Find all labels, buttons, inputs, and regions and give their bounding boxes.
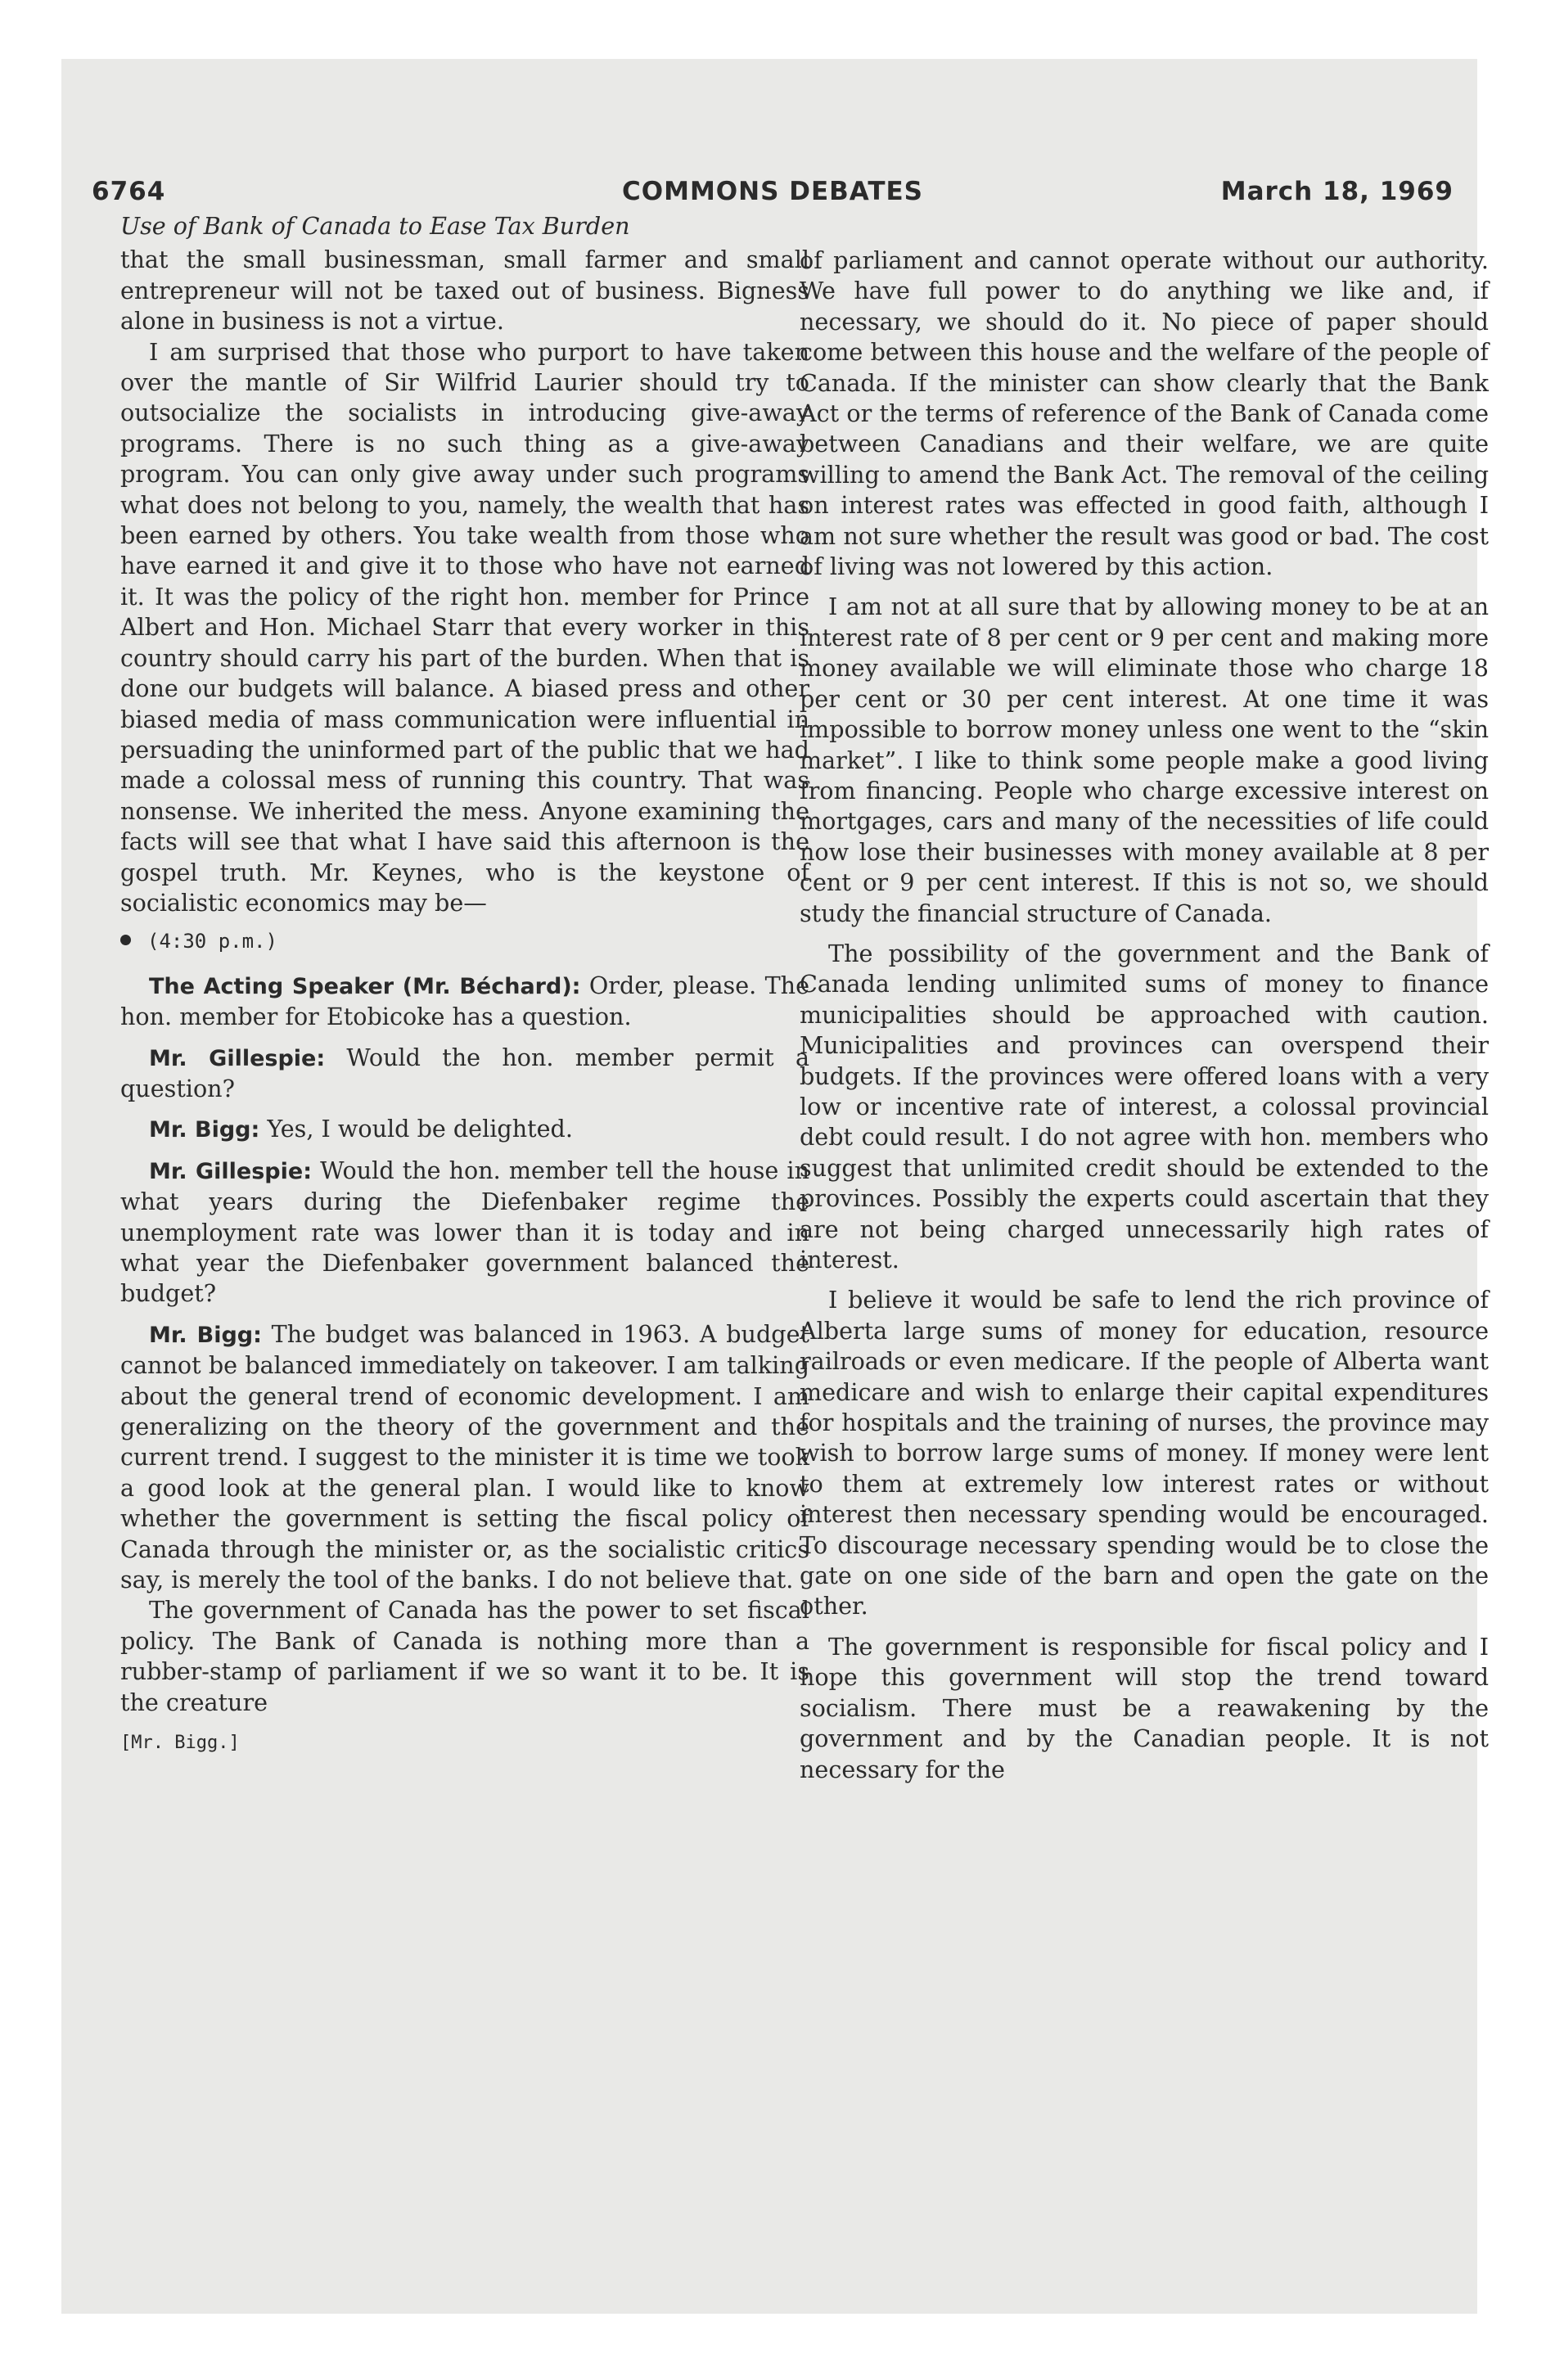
paragraph: The government is responsible for fiscal policy and I hope this government will stop the trend toward socialism. There must be a reawakening by the government and by the Canadian people. It is not necessary for the: [800, 1632, 1489, 1783]
speech-text: Order, please. The hon. member for Etobicoke has a question.: [120, 971, 810, 1031]
paragraph: The possibility of the government and the Bank of Canada lending unlimited sums of money to finance municipalities should be approached with caution. Municipalities and provinces can overspend their budgets. If the provinces were offered loans with a very low or incentive rate of interest, a colossal provincial debt could result. I do not agree with hon. members who suggest that unlimited credit should be extended to the provinces. Possibly the experts could ascertain that they are not being charged unnecessarily high rates of interest.: [800, 939, 1489, 1273]
right-column: [800, 246, 1489, 1785]
page-header: [92, 177, 1454, 213]
paragraph: I am surprised that those who purport to have taken over the mantle of Sir Wilfrid Laurier should try to outsocialize the socialists in introducing give-away programs. There is no such thing as a give-away program. You can only give away under such programs what does not belong to you, namely, the wealth that has been earned by others. You take wealth from those who have earned it and give it to those who have not earned it. It was the policy of the right hon. member for Prince Albert and Hon. Michael Starr that every worker in this country should carry his part of the burden. When that is done our budgets will balance. A biased press and other biased media of mass communication were influential in persuading the uninformed part of the public that we had made a colossal mess of running this country. That was nonsense. We inherited the mess. Anyone examining the facts will see that what I have said this afternoon is the gospel truth. Mr. Keynes, who is the keystone of socialistic economics may be—: [120, 337, 809, 917]
left-column: [120, 211, 809, 1759]
time-text: (4:30 p.m.): [147, 930, 277, 953]
page-number: 6764: [92, 177, 166, 206]
speaker-footer: [Mr. Bigg.]: [120, 1733, 240, 1754]
speaker-name: Mr. Bigg:: [149, 1322, 262, 1348]
speech-entry: [120, 1156, 809, 1309]
paragraph: I believe it would be safe to lend the rich province of Alberta large sums of money for education, resource railroads or even medicare. If the people of Alberta want medicare and wish to enlarge their capital expenditures for hospitals and the training of nurses, the province may wish to borrow large sums of money. If money were lent to them at extremely low interest rates or without interest then necessary spending would be encouraged. To discourage necessary spending would be to close the gate on one side of the barn and open the gate on the other.: [800, 1286, 1489, 1620]
speaker-name: Mr. Gillespie:: [149, 1045, 326, 1071]
paragraph: I am not at all sure that by allowing money to be at an interest rate of 8 per cent or 9 per cent and making more money available we will eliminate those who charge 18 per cent or 30 per cent interest. At one time it was impossible to borrow money unless one went to the “skin market”. I like to think some people make a good living from financing. People who charge excessive interest on mortgages, cars and many of the necessities of life could now lose their businesses with money available at 8 per cent or 9 per cent interest. If this is not so, we should study the financial structure of Canada.: [800, 593, 1489, 927]
paragraph: The government of Canada has the power to set fiscal policy. The Bank of Canada is nothing more than a rubber-stamp of parliament if we so want it to be. It is the creature: [120, 1596, 809, 1716]
speech-entry: [120, 1114, 809, 1145]
speech-entry: [120, 971, 809, 1033]
speech-entry: [120, 1043, 809, 1105]
paragraph: of parliament and cannot operate without our authority. We have full power to do anything we like and, if necessary, we should do it. No piece of paper should come between this house and the welfare of the people of Canada. If the minister can show clearly that the Bank Act or the terms of reference of the Bank of Canada come between Canadians and their welfare, we are quite willing to amend the Bank Act. The removal of the ceiling on interest rates was effected in good faith, although I am not sure whether the result was good or bad. The cost of living was not lowered by this action.: [800, 246, 1489, 581]
speaker-name: Mr. Gillespie:: [149, 1158, 312, 1184]
speaker-name: The Acting Speaker (Mr. Béchard):: [149, 973, 581, 999]
publication-title: COMMONS DEBATES: [622, 177, 923, 206]
speech-text: Would the hon. member permit a question?: [120, 1043, 809, 1102]
speech-text: Yes, I would be delighted.: [259, 1115, 573, 1143]
section-subtitle: Use of Bank of Canada to Ease Tax Burden: [120, 212, 630, 240]
speech-entry: [120, 1319, 809, 1596]
speech-text: Would the hon. member tell the house in what years during the Diefenbaker regime the unemployment rate was lower than it is today and in what year the Diefenbaker government balanced the budget?: [120, 1156, 809, 1308]
speaker-name: Mr. Bigg:: [149, 1117, 260, 1143]
speech-text: The budget was balanced in 1963. A budget cannot be balanced immediately on takeover. I am talking about the general trend of economic development. I am generalizing on the theory of the government and the current trend. I suggest to the minister it is time we took a good look at the general plan. I would like to know whether the government is setting the fiscal policy of Canada through the minister or, as the socialistic critics say, is merely the tool of the banks. I do not believe that.: [120, 1319, 809, 1594]
paragraph: that the small businessman, small farmer and small entrepreneur will not be taxed out of business. Bigness alone in business is not a virtue.: [120, 246, 809, 336]
time-stamp: [120, 926, 809, 957]
issue-date: March 18, 1969: [1220, 177, 1454, 206]
bullet-icon: [120, 935, 131, 945]
